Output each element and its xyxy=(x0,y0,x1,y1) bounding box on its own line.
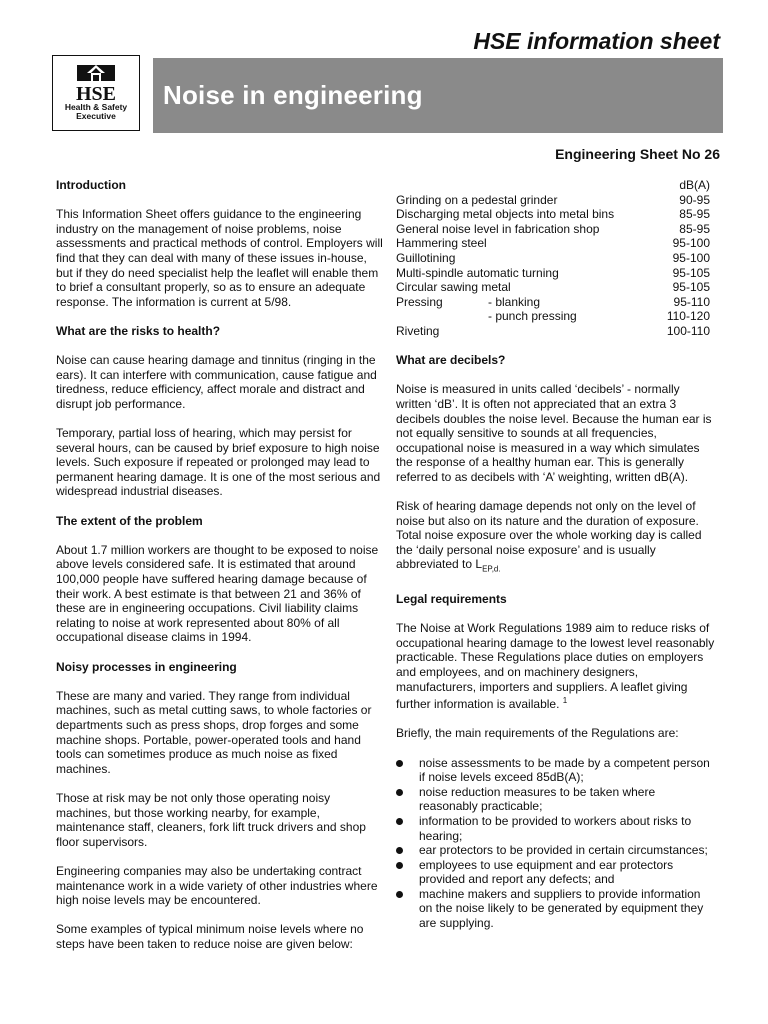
left-column xyxy=(56,178,384,966)
unit-header: dB(A) xyxy=(679,178,710,192)
process-name: General noise level in fabrication shop xyxy=(396,221,600,236)
noise-level: 95-100 xyxy=(672,250,710,265)
process-name: Multi-spindle automatic turning xyxy=(396,265,559,280)
logo-abbreviation: HSE xyxy=(75,83,117,105)
risks-paragraph-1: Noise can cause hearing damage and tinnitus (ringing in the ears). It can interfere with communication, cause fatigue and tiredness, reduce efficiency, affect morale and distract and disrupt job performance. xyxy=(56,353,377,411)
noisy-paragraph-3: Engineering companies may also be undertaking contract maintenance work in a wide variety of other industries where high noise levels may be encountered. xyxy=(56,863,378,908)
legal-paragraph-1-text: The Noise at Work Regulations 1989 aim to reduce risks of occupational hearing damage to the lowest level reasonably practicable. These Regulations place duties on employers and employees, and on machinery designers, manufacturers, importers and suppliers. A leaflet giving further information is available. xyxy=(396,621,715,712)
noisy-paragraph-2: Those at risk may be not only those operating noisy machines, but those working nearby, for example, maintenance staff, cleaners, fork lift truck drivers and shop floor supervisors. xyxy=(56,790,366,849)
noise-level: 85-95 xyxy=(679,221,710,236)
list-item: noise reduction measures to be taken where reasonably practicable; xyxy=(396,785,716,814)
table-row xyxy=(396,193,716,208)
risks-heading: What are the risks to health? xyxy=(56,323,221,338)
table-row xyxy=(396,295,716,310)
logo-line-2: Executive xyxy=(76,111,116,121)
noisy-paragraph-4: Some examples of typical minimum noise levels where no steps have been taken to reduce noise are given below: xyxy=(56,922,364,951)
sheet-number: Engineering Sheet No 26 xyxy=(555,146,720,162)
process-name: Riveting xyxy=(396,323,440,338)
noise-level: 95-105 xyxy=(672,265,710,280)
noise-level: 90-95 xyxy=(679,192,710,207)
bullet-icon xyxy=(396,891,403,898)
extent-text: About 1.7 million workers are thought to be exposed to noise above levels considered safe. It is estimated that around 100,000 people have suffered hearing damage because of their work. A best estimate is that between 21 and 36% of these are in engineering occupations. Civil liability claims relating to noise at work represented about 80% of all occupational disease claims in 1994. xyxy=(56,542,379,645)
table-header-row xyxy=(396,178,716,193)
decibels-paragraph-2 xyxy=(396,499,716,577)
pressing-label: Pressing xyxy=(396,294,443,309)
legal-heading: Legal requirements xyxy=(396,592,507,607)
table-row xyxy=(396,266,716,281)
noise-level: 100-110 xyxy=(666,323,710,338)
crown-emblem-icon xyxy=(77,62,115,84)
table-row xyxy=(396,207,716,222)
table-row xyxy=(396,222,716,237)
intro-text: This Information Sheet offers guidance to the engineering industry on the management of noise problems, noise assessments and practical methods of control. Employers will find that they can deal with many of these issues in-house, but if they do need specialist help the leaflet will enable them to brief a consultant properly, so as to ensure an adequate response. The information is current at 5/98. xyxy=(56,207,383,309)
decibels-heading: What are decibels? xyxy=(396,353,506,368)
intro-heading: Introduction xyxy=(56,178,126,192)
process-name: Guillotining xyxy=(396,250,456,265)
noise-level: 85-95 xyxy=(679,207,710,222)
lep-subscript: EP,d. xyxy=(482,564,501,574)
process-name: Grinding on a pedestal grinder xyxy=(396,192,558,207)
list-item: machine makers and suppliers to provide information on the noise likely to be generated by equipment they are supplying. xyxy=(396,887,716,931)
bullet-icon xyxy=(396,789,403,796)
process-name: Hammering steel xyxy=(396,236,487,251)
requirements-list xyxy=(396,756,716,931)
table-row xyxy=(396,236,716,251)
noise-level: 95-100 xyxy=(672,236,710,251)
noise-levels-table xyxy=(396,178,716,339)
decibels-paragraph-1: Noise is measured in units called ‘decibels’ - normally written ‘dB’. It is often not appreciated that an extra 3 decibels doubles the noise level. Because the human ear is not equally sensitive to sounds at all frequencies, occupational noise is measured in a way which simulates the response of a healthy human ear. This is generally referred to as decibels with ‘A’ weighting, written dB(A). xyxy=(396,382,712,484)
noisy-heading: Noisy processes in engineering xyxy=(56,659,237,674)
table-row xyxy=(396,251,716,266)
risks-paragraph-2: Temporary, partial loss of hearing, which may persist for several hours, can be caused by brief exposure to high noise levels. Such exposure if repeated or prolonged may lead to permanent hearing damage. It is one of the most serious and widespread industrial diseases. xyxy=(56,426,381,499)
pressing-blanking: - blanking xyxy=(488,294,541,309)
bullet-icon xyxy=(396,847,403,854)
process-name: Discharging metal objects into metal bins xyxy=(396,207,615,222)
extent-heading: The extent of the problem xyxy=(56,513,203,528)
list-item: ear protectors to be provided in certain circumstances; xyxy=(396,843,716,858)
page-title: Noise in engineering xyxy=(163,80,423,110)
bullet-icon xyxy=(396,862,403,869)
decibels-paragraph-2-text: Risk of hearing damage depends not only on the level of noise but also on its nature and the duration of exposure. Total noise exposure over the whole working day is called the ‘daily personal noise exposure’ and is usually abbreviated to L xyxy=(396,499,702,572)
noise-level: 95-105 xyxy=(672,280,710,295)
noise-level: 110-120 xyxy=(666,309,710,324)
list-item: information to be provided to workers about risks to hearing; xyxy=(396,814,716,843)
table-row xyxy=(396,309,716,324)
pressing-punch: - punch pressing xyxy=(488,309,577,324)
legal-paragraph-2: Briefly, the main requirements of the Regulations are: xyxy=(396,726,679,741)
footnote-ref: 1 xyxy=(562,696,568,706)
noise-level: 95-110 xyxy=(673,294,710,309)
list-item: noise assessments to be made by a competent person if noise levels exceed 85dB(A); xyxy=(396,756,716,785)
legal-paragraph-1 xyxy=(396,621,716,712)
bullet-icon xyxy=(396,818,403,825)
process-name: Circular sawing metal xyxy=(396,280,511,295)
title-band xyxy=(153,58,723,133)
table-row xyxy=(396,324,716,339)
bullet-icon xyxy=(396,760,403,767)
series-title: HSE information sheet xyxy=(473,28,720,54)
logo-line-1: Health & Safety xyxy=(64,102,128,112)
list-item: employees to use equipment and ear protectors provided and report any defects; and xyxy=(396,858,716,887)
table-row xyxy=(396,280,716,295)
hse-logo xyxy=(52,55,140,131)
right-column xyxy=(396,178,716,931)
noisy-paragraph-1: These are many and varied. They range from individual machines, such as metal cutting saws, to whole factories or departments such as press shops, drop forges and some machine shops. Portable, power-operated tools and hand tools can sometimes produce as much noise as fixed machines. xyxy=(56,688,372,776)
